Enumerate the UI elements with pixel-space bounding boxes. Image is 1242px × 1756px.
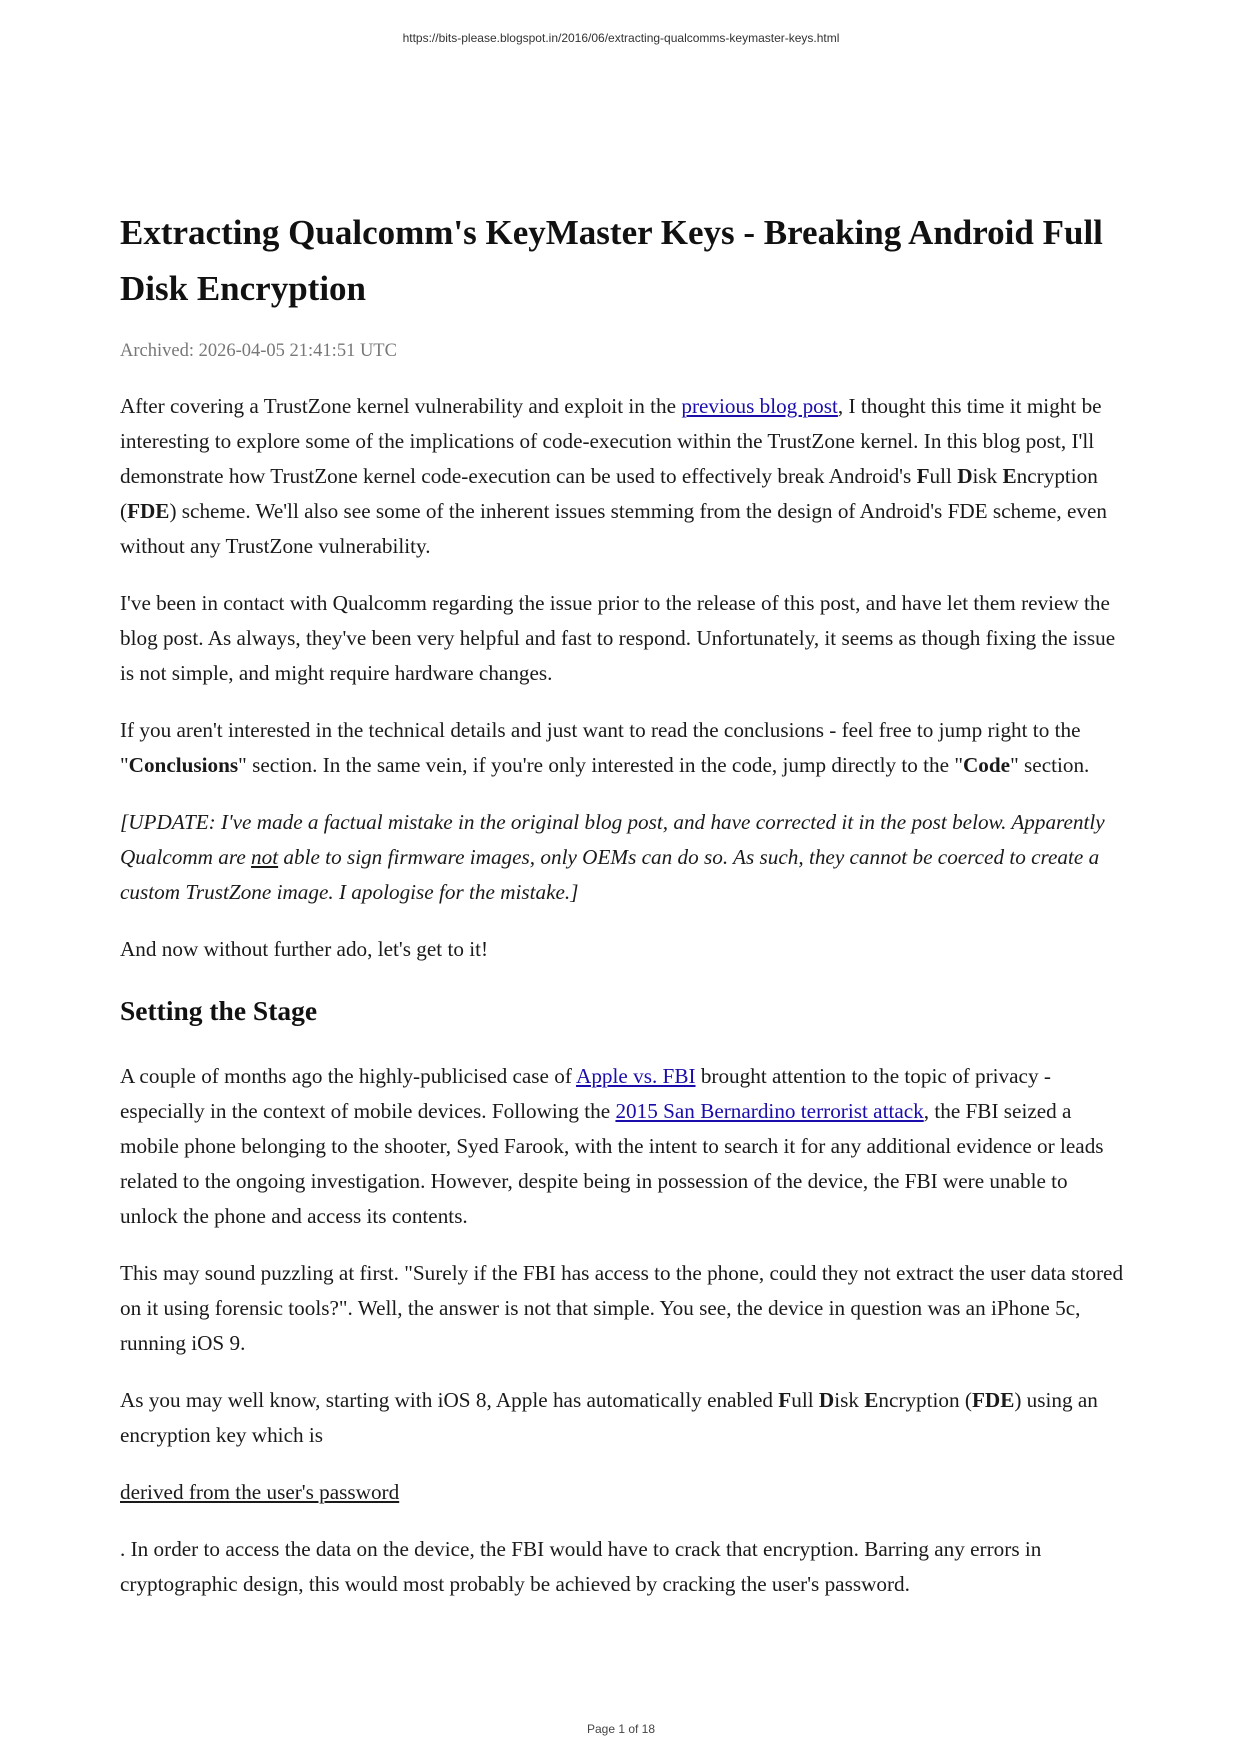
text: , I thought this time it might be interesting to explore some of the implications of code-execution within the TrustZone kernel. In this blog post, I'll demonstrate how TrustZone kernel code-execution can be used to effectively break Android's [120,394,1102,488]
text: ncryption ( [878,1388,972,1412]
paragraph-update-note [120,805,1130,910]
paragraph-derived-key [120,1475,1130,1510]
text: ull [791,1388,819,1412]
archived-timestamp: Archived: 2026-04-05 21:41:51 UTC [120,341,397,361]
paragraph-qualcomm-contact: I've been in contact with Qualcomm regarding the issue prior to the release of this post, and have let them review the blog post. As always, they've been very helpful and fast to respond. Unfortunately, it seems as though fixing the issue is not simple, and might require hardware changes. [120,591,1116,685]
text: If you aren't interested in the technical details and just want to read the conclusions - feel free to jump right to the " [120,718,1081,777]
bold-letter: D [957,464,973,488]
article-title: Extracting Qualcomm's KeyMaster Keys - Breaking Android Full Disk Encryption [120,213,1103,308]
text: able to sign firmware images, only OEMs can do so. As such, they cannot be coerced to create a custom TrustZone image. I apologise for the mistake.] [120,845,1100,904]
text: brought attention to the topic of privacy - especially in the context of mobile devices. Following the [120,1064,1051,1123]
code-reference: Code [963,753,1011,777]
paragraph-puzzling: This may sound puzzling at first. "Surely if the FBI has access to the phone, could they not extract the user data stored on it using forensic tools?". Well, the answer is not that simple. You see, the device in question was an iPhone 5c, running iOS 9. [120,1261,1124,1355]
text: ) scheme. We'll also see some of the inherent issues stemming from the design of Android's FDE scheme, even without any TrustZone vulnerability. [120,499,1108,558]
paragraph-apple-vs-fbi [120,1059,1130,1234]
page-number: Page 1 of 18 [586,1722,656,1736]
paragraph-intro [120,389,1130,564]
text: isk [972,464,1003,488]
article [120,205,1130,1624]
previous-blog-post-link[interactable]: previous blog post [681,394,838,418]
underlined-not: not [251,845,279,869]
paragraph-crack-encryption: . In order to access the data on the device, the FBI would have to crack that encryption. Barring any errors in cryptographic design, this would most probably be achieved by cracking the user's password. [120,1537,1042,1596]
bold-letter: E [1002,464,1017,488]
bold-fde: FDE [971,1388,1015,1412]
bold-fde: FDE [127,499,170,523]
conclusions-reference: Conclusions [128,753,239,777]
page-url: https://bits-please.blogspot.in/2016/06/extracting-qualcomms-keymaster-keys.html [402,31,840,45]
text: A couple of months ago the highly-publicised case of [120,1064,577,1088]
text: ncryption ( [120,464,1098,523]
paragraph-ios-fde [120,1383,1130,1453]
text: " section. In the same vein, if you're only interested in the code, jump directly to the " [238,753,963,777]
paragraph-lead-in: And now without further ado, let's get to it! [120,937,489,961]
text: [UPDATE: I've made a factual mistake in the original blog post, and have corrected it in the post below. Apparently Qualcomm are [120,810,1105,869]
san-bernardino-link[interactable]: 2015 San Bernardino terrorist attack [615,1099,924,1123]
text: " section. [1010,753,1090,777]
section-heading-setting-the-stage: Setting the Stage [120,995,318,1026]
text: , the FBI seized a mobile phone belonging to the shooter, Syed Farook, with the intent to search it for any additional evidence or leads related to the ongoing investigation. However, despite being in possession of the device, the FBI were unable to unlock the phone and access its contents. [120,1099,1104,1228]
bold-letter: D [818,1388,835,1412]
bold-letter: E [864,1388,879,1412]
text: After covering a TrustZone kernel vulnerability and exploit in the [120,394,682,418]
text: ull [929,464,958,488]
text: As you may well know, starting with iOS 8, Apple has automatically enabled [120,1388,779,1412]
text: isk [834,1388,865,1412]
bold-letter: F [916,464,930,488]
bold-letter: F [778,1388,792,1412]
text: ) using an encryption key which is [120,1388,1098,1447]
paragraph-jump-sections [120,713,1130,783]
underlined-derived-key: derived from the user's password [120,1480,400,1504]
apple-vs-fbi-link[interactable]: Apple vs. FBI [576,1064,696,1088]
